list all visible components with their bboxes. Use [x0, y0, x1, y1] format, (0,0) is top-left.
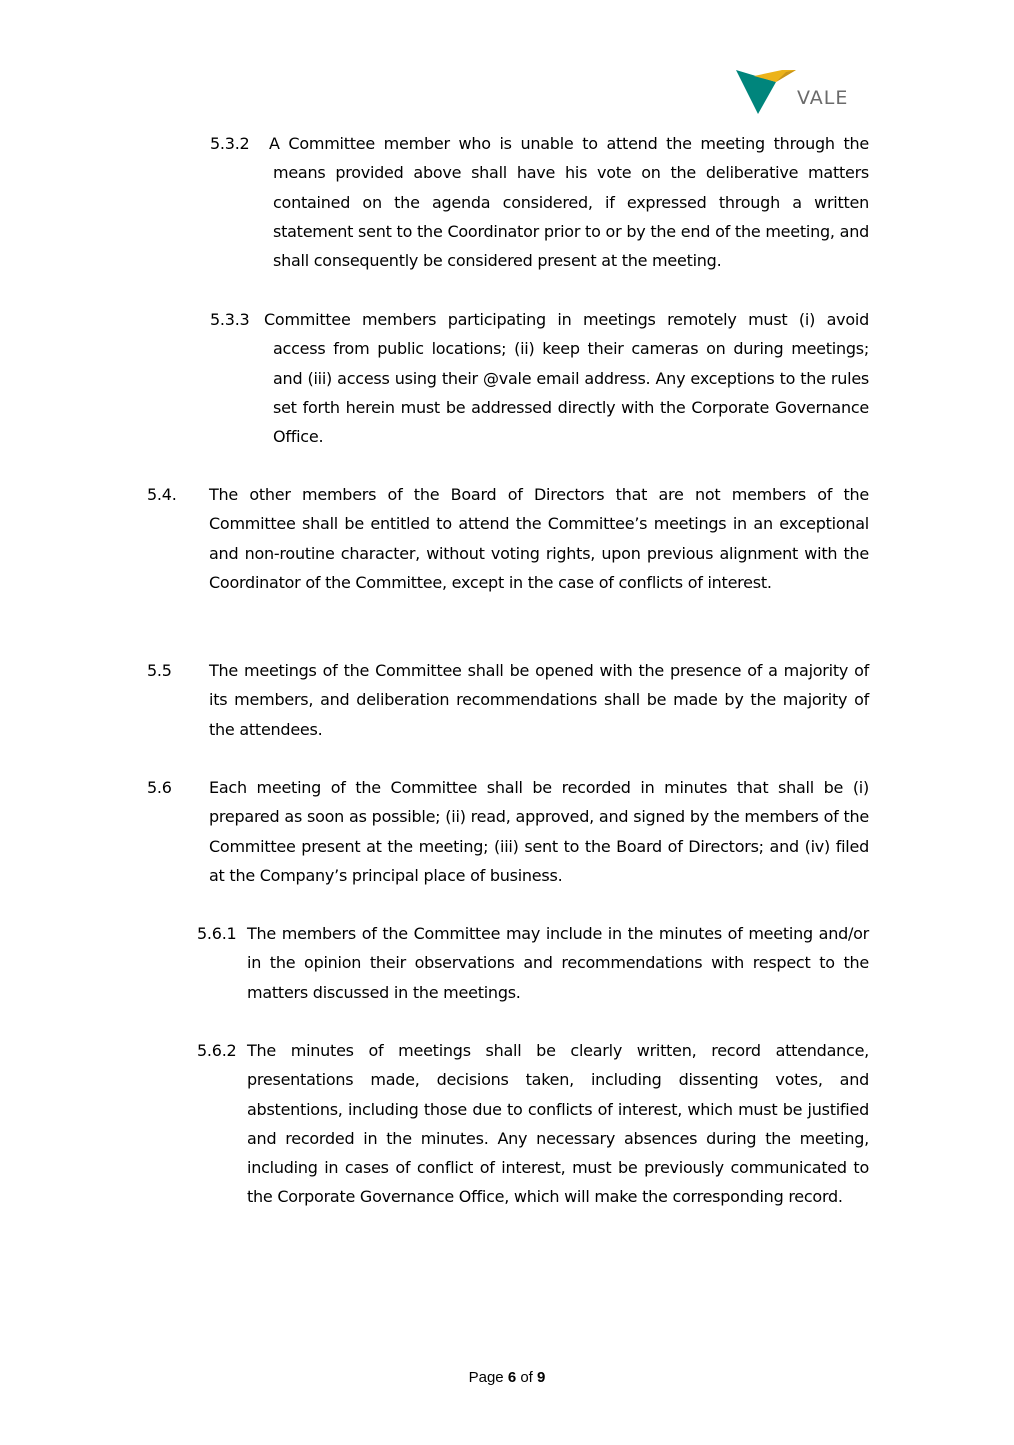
page-footer: [0, 1369, 1014, 1386]
current-page-number: 6: [507, 1369, 517, 1386]
clause-number: 5.3.2: [210, 134, 250, 153]
total-pages-number: 9: [537, 1369, 546, 1386]
clause-text: The minutes of meetings shall be clearly written, record attendance, presentations made, decisions taken, including dissenting votes, and abstentions, including those due to conflicts of interest, which must be justified and recorded in the minutes. Any necessary absences during the meeting, including in cases of conflict of interest, must be previously communicated to the Corporate Governance Office, which will make the corresponding record.: [247, 1041, 869, 1207]
vale-logo-text: VALE: [797, 87, 849, 109]
clause-number: 5.3.3: [210, 310, 250, 329]
clause-5-6-1: [197, 919, 869, 1007]
clause-number: 5.6.1: [197, 924, 237, 943]
clause-text: The other members of the Board of Directors that are not members of the Committee shall be entitled to attend the Committee’s meetings in an exceptional and non-routine character, without voting rights, upon previous alignment with the Coordinator of the Committee, except in the case of conflicts of interest.: [209, 485, 869, 592]
clause-5-3-3: [210, 305, 869, 451]
clause-5-4: [147, 480, 869, 597]
clause-5-6: [147, 773, 869, 890]
clause-text: Committee members participating in meetings remotely must (i) avoid access from public locations; (ii) keep their cameras on during meetings; and (iii) access using their @vale email address. Any exceptions to the rules set forth herein must be addressed directly with the Corporate Governance Office.: [264, 310, 869, 447]
vale-logo-mark-icon: [736, 68, 796, 118]
clause-text: The meetings of the Committee shall be opened with the presence of a majority of its members, and deliberation recommendations shall be made by the majority of the attendees.: [209, 661, 869, 739]
clause-5-6-2: [197, 1036, 869, 1212]
clause-number: 5.6.2: [197, 1041, 237, 1060]
clause-text: Each meeting of the Committee shall be recorded in minutes that shall be (i) prepared as soon as possible; (ii) read, approved, and signed by the members of the Committee present at the meeting; (iii) sent to the Board of Directors; and (iv) filed at the Company’s principal place of business.: [209, 778, 869, 885]
page-label: Page: [468, 1369, 504, 1386]
clause-number: 5.4.: [147, 485, 177, 504]
clause-number: 5.6: [147, 778, 172, 797]
clause-5-3-2: [210, 129, 869, 275]
clause-number: 5.5: [147, 661, 172, 680]
vale-logo: [736, 68, 858, 118]
clause-text: The members of the Committee may include in the minutes of meeting and/or in the opinion their observations and recommendations with respect to the matters discussed in the meetings.: [247, 924, 869, 1002]
of-label: of: [520, 1369, 533, 1386]
clause-5-5: [147, 656, 869, 744]
clause-text: A Committee member who is unable to attend the meeting through the means provided above shall have his vote on the deliberative matters contained on the agenda considered, if expressed through a written statement sent to the Coordinator prior to or by the end of the meeting, and shall consequently be considered present at the meeting.: [269, 134, 869, 271]
